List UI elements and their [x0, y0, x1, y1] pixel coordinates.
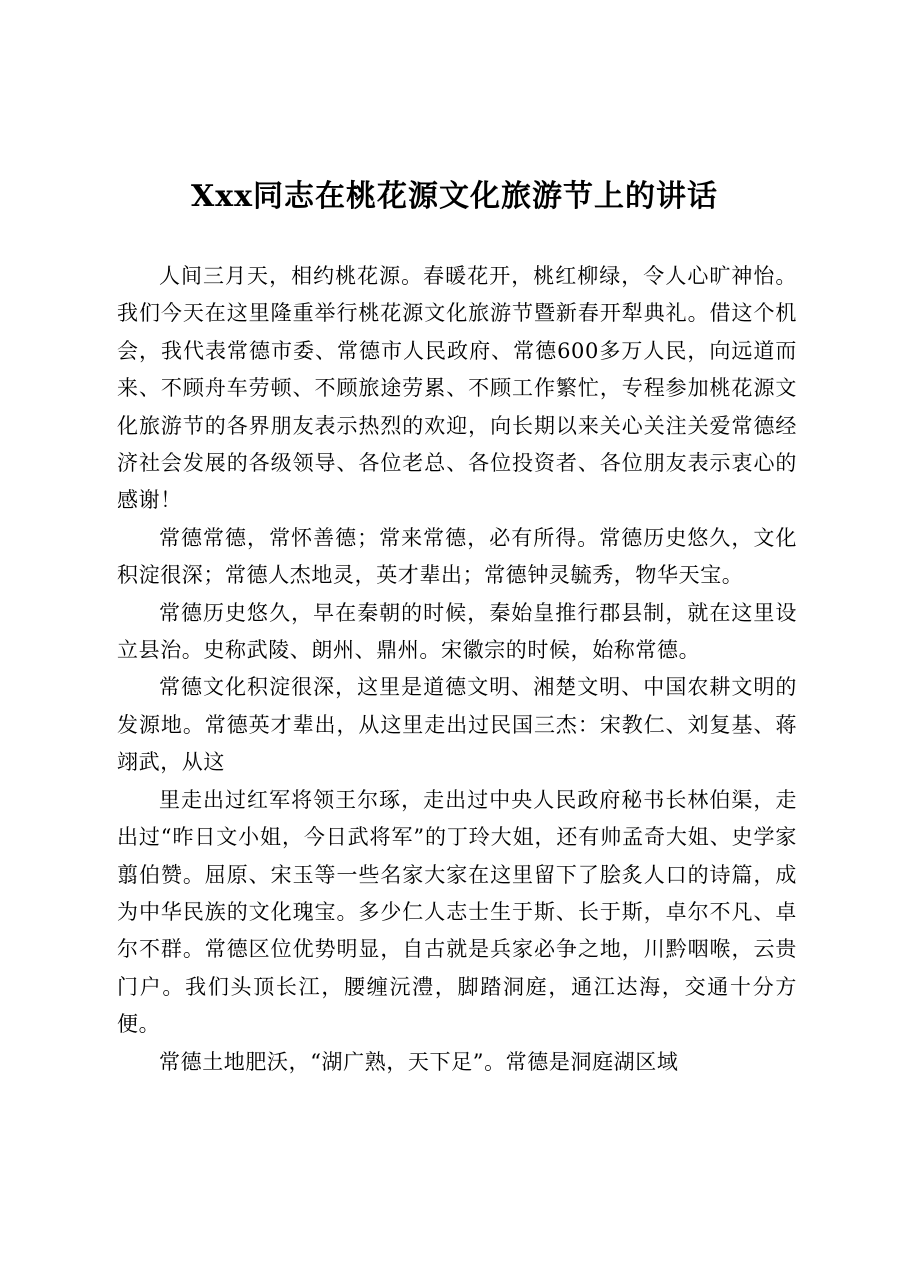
document-body [117, 258, 797, 1081]
paragraph: 常德常德，常怀善德；常来常德，必有所得。常德历史悠久，文化积淀很深；常德人杰地灵，英才辈出；常德钟灵毓秀，物华天宝。 [117, 525, 797, 588]
paragraph: 常德历史悠久，早在秦朝的时候，秦始皇推行郡县制，就在这里设立县治。史称武陵、朗州、鼎州。宋徽宗的时候，始称常德。 [117, 600, 797, 663]
paragraph: 人间三月天，相约桃花源。春暖花开，桃红柳绿，令人心旷神怡。我们今天在这里隆重举行桃花源文化旅游节暨新春开犁典礼。借这个机会，我代表常德市委、常德市人民政府、常德600多万人民，向远道而来、不顾舟车劳顿、不顾旅途劳累、不顾工作繁忙，专程参加桃花源文化旅游节的各界朋友表示热烈的欢迎，向长期以来关心关注关爱常德经济社会发展的各级领导、各位老总、各位投资者、各位朋友表示衷心的感谢！ [117, 264, 797, 513]
paragraph: 常德土地肥沃，“湖广熟，天下足”。常德是洞庭湖区域 [159, 1049, 679, 1074]
document-title: Xxx同志在桃花源文化旅游节上的讲话 [190, 179, 719, 214]
paragraph: 里走出过红军将领王尔琢，走出过中央人民政府秘书长林伯渠，走出过“昨日文小姐，今日武将军”的丁玲大姐，还有帅孟奇大姐、史学家翦伯赞。屈原、宋玉等一些名家大家在这里留下了脍炙人口的诗篇，成为中华民族的文化瑰宝。多少仁人志士生于斯、长于斯，卓尔不凡、卓尔不群。常德区位优势明显，自古就是兵家必争之地，川黔咽喉，云贵门户。我们头顶长江，腰缠沅澧，脚踏洞庭，通江达海，交通十分方便。 [117, 787, 797, 1037]
paragraph: 常德文化积淀很深，这里是道德文明、湘楚文明、中国农耕文明的发源地。常德英才辈出，从这里走出过民国三杰：宋教仁、刘复基、蒋翊武，从这 [117, 675, 797, 775]
